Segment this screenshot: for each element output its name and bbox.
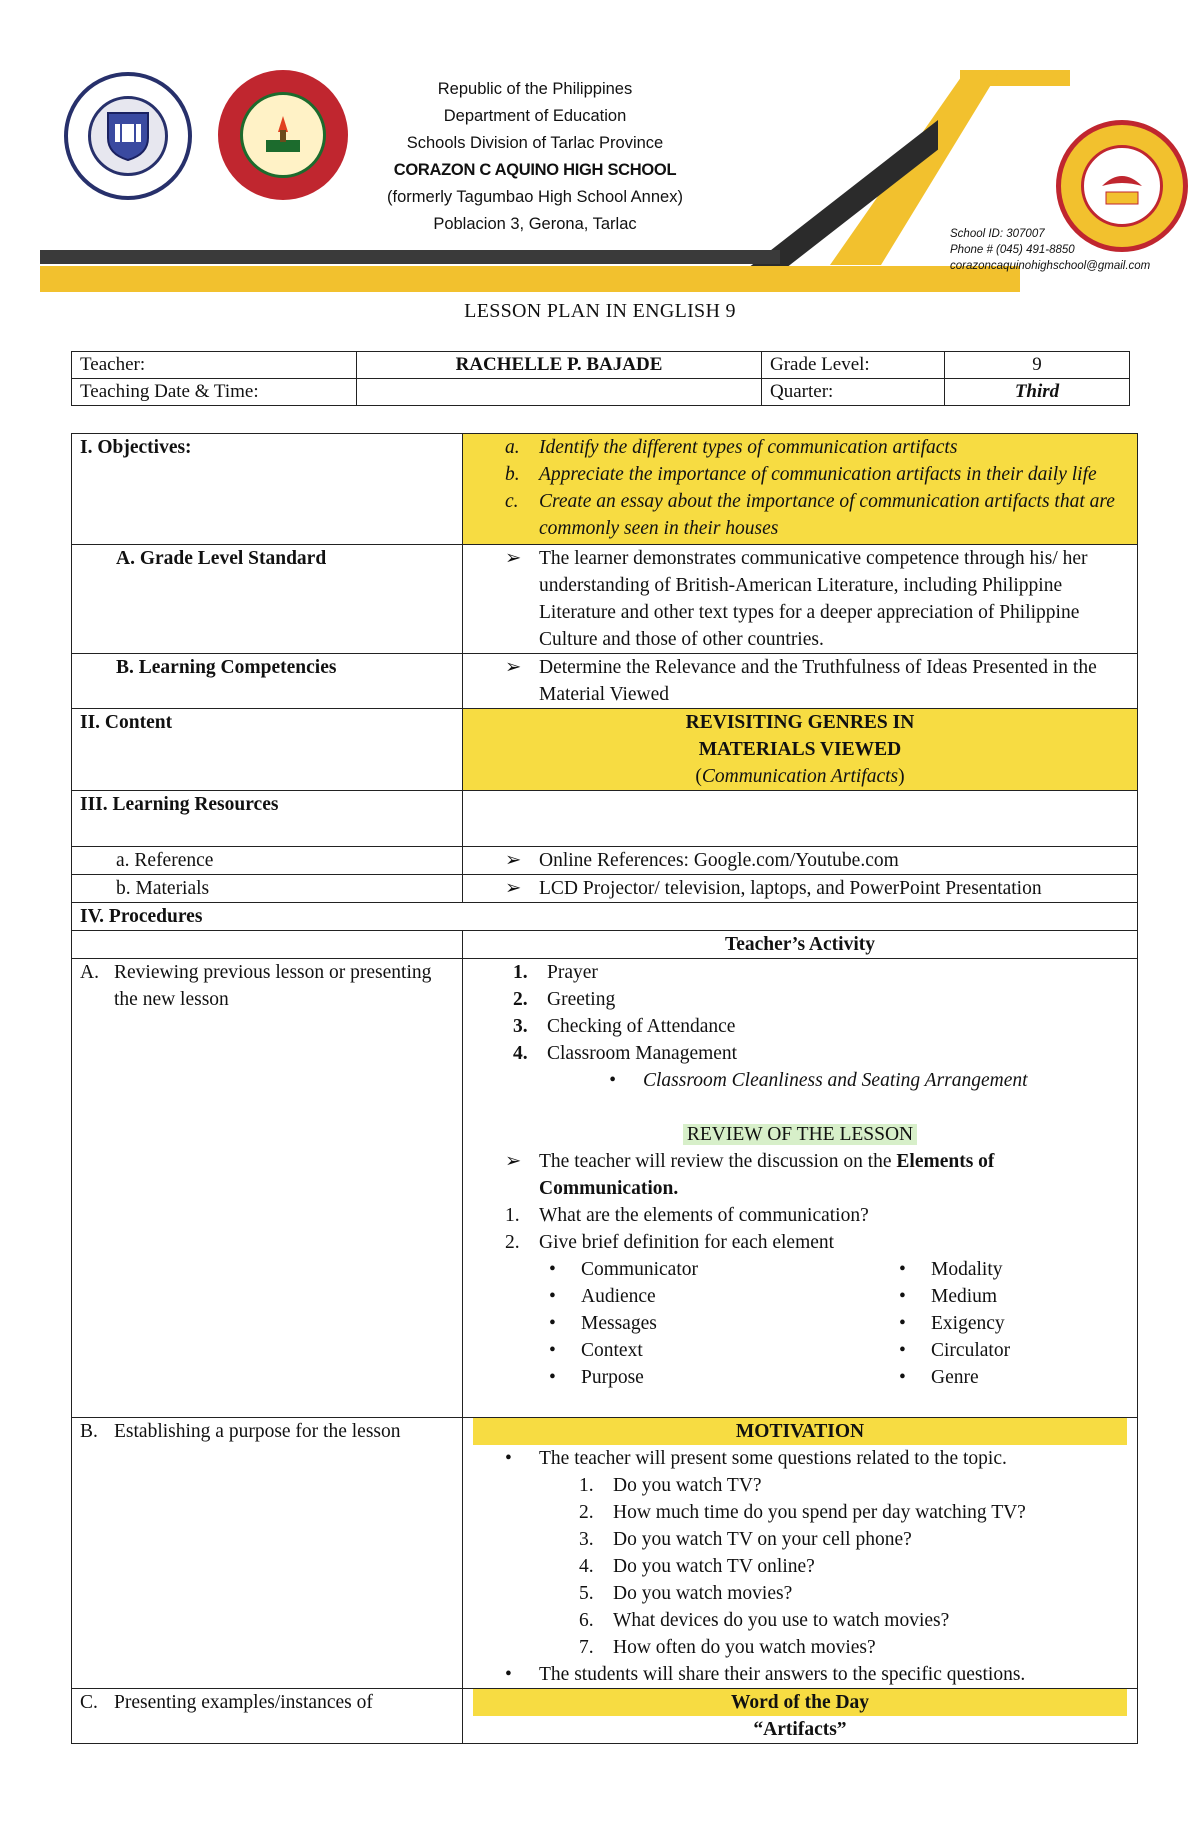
list-item: • Modality (899, 1256, 1010, 1283)
grade-level-standard: ➢ The learner demonstrates communicative competence through his/ her understanding of British-American Literature, including Philippine Literature and other text types for a deeper appreciation of Philippine Culture and those of other countries. (463, 545, 1138, 654)
list-item: 2. Greeting (513, 989, 616, 1010)
list-item: 4. Do you watch TV online? (579, 1556, 815, 1577)
list-item: 5. Do you watch movies? (579, 1583, 793, 1604)
reference-label: a. Reference (72, 847, 463, 875)
list-item: a. Identify the different types of communication artifacts (505, 437, 958, 458)
arrow-bullet-icon (505, 654, 539, 708)
bullet-icon (505, 1445, 539, 1472)
list-item: 2. How much time do you spend per day watching TV? (579, 1502, 1026, 1523)
procedure-c-label: C. Presenting examples/instances of (72, 1689, 463, 1744)
list-item: • Messages (549, 1310, 899, 1337)
word-of-the-day-title: Word of the Day (473, 1689, 1127, 1716)
list-item: 4. Classroom Management (513, 1043, 738, 1064)
objectives-list (463, 434, 1138, 545)
procedure-b-text: Establishing a purpose for the lesson (114, 1421, 401, 1442)
school-header (365, 76, 705, 238)
page-title: LESSON PLAN IN ENGLISH 9 (464, 300, 736, 322)
list-item: • Audience (549, 1283, 899, 1310)
list-item: c. Create an essay about the importance of communication artifacts that are commonly seen in their houses (505, 491, 1115, 539)
list-item: • Medium (899, 1283, 1010, 1310)
content-label: II. Content (72, 709, 463, 791)
procedure-b-content: MOTIVATION • The teacher will present some questions related to the topic. 1. Do you watch TV? 2. How much time do you spend per day watching TV? 3. Do you watch TV on your cell phone? 4. Do you watch TV online? 5. Do you watch movies? 6. What devices do you use to watch movies? 7. How often do you watch movies? • The students will share their answers to the specific questions. (463, 1418, 1138, 1689)
arrow-bullet-icon (505, 1148, 539, 1202)
school-name: CORAZON C AQUINO HIGH SCHOOL (393, 161, 677, 179)
list-item: 3. Checking of Attendance (513, 1016, 736, 1037)
deped-seal-icon (64, 72, 192, 200)
procedure-a-label: A. Reviewing previous lesson or presenting the new lesson (72, 959, 463, 1418)
header-band-yellow (40, 266, 1020, 292)
content-topic: REVISITING GENRES IN MATERIALS VIEWED (Communication Artifacts) (463, 709, 1138, 791)
list-item: • Context (549, 1337, 899, 1364)
school-id: School ID: 307007 (950, 228, 1045, 240)
list-item: 3. Do you watch TV on your cell phone? (579, 1529, 912, 1550)
motivation-title: MOTIVATION (473, 1418, 1127, 1445)
school-address: Poblacion 3, Gerona, Tarlac (433, 215, 637, 233)
date-label: Teaching Date & Time: (72, 379, 357, 406)
list-item: • Communicator (549, 1256, 899, 1283)
procedure-a-text: Reviewing previous lesson or presenting the new lesson (114, 962, 432, 1010)
arrow-bullet-icon (505, 875, 539, 902)
table-row (72, 875, 1138, 903)
teacher-value: RACHELLE P. BAJADE (357, 352, 762, 379)
grade-label: Grade Level: (762, 352, 945, 379)
materials-label: b. Materials (72, 875, 463, 903)
learning-competencies: ➢ Determine the Relevance and the Truthfulness of Ideas Presented in the Material Viewed (463, 654, 1138, 709)
list-item: • Genre (899, 1364, 1010, 1391)
table-row (72, 791, 1138, 847)
learning-resources-label: III. Learning Resources (72, 791, 463, 847)
list-item: b. Appreciate the importance of communication artifacts in their daily life (505, 464, 1097, 485)
school-email: corazoncaquinohighschool@gmail.com (950, 260, 1151, 272)
table-row (72, 434, 1138, 545)
lesson-plan-table (71, 433, 1138, 1744)
header-republic: Republic of the Philippines (437, 80, 633, 98)
table-row (72, 1689, 1138, 1744)
table-row (72, 931, 1138, 959)
table-row (72, 545, 1138, 654)
arrow-bullet-icon (505, 545, 539, 653)
quarter-value: Third (945, 379, 1130, 406)
elements-list (469, 1256, 1131, 1391)
procedure-c-text: Presenting examples/instances of (114, 1692, 373, 1713)
list-item: 2. Give brief definition for each element (505, 1232, 835, 1253)
materials: ➢ LCD Projector/ television, laptops, and PowerPoint Presentation (463, 875, 1138, 903)
teacher-activity-header: Teacher’s Activity (463, 931, 1138, 959)
list-item: • Circulator (899, 1337, 1010, 1364)
procedure-c-content (463, 1689, 1138, 1744)
objectives-label: I. Objectives: (72, 434, 463, 545)
table-row (72, 709, 1138, 791)
table-row (72, 959, 1138, 1418)
school-former-name: (formerly Tagumbao High School Annex) (387, 188, 683, 206)
arrow-bullet-icon (505, 847, 539, 874)
grade-value: 9 (945, 352, 1130, 379)
division-seal-icon (218, 70, 348, 200)
list-item: 1. What are the elements of communication? (505, 1205, 869, 1226)
grade-level-standard-label: A. Grade Level Standard (72, 545, 463, 654)
school-phone: Phone # (045) 491-8850 (950, 244, 1075, 256)
learning-competencies-label: B. Learning Competencies (72, 654, 463, 709)
date-value (357, 379, 762, 406)
table-row (72, 847, 1138, 875)
header-band-dark (40, 250, 780, 264)
procedure-a-content: 1. Prayer 2. Greeting 3. Checking of Attendance 4. Classroom Management • Classroom Cleanliness and Seating Arrangement REVIEW OF THE LESSON ➢ The teacher will review the discussion on the Elements of Communication. 1. What are the elements of communication? 2. Give brief definition for each element • Communicator • Audience • Messages • Context • Purpose • Modality • Medium • Exigency • Circulator • Genre (463, 959, 1138, 1418)
list-item: • Purpose (549, 1364, 899, 1391)
bullet-icon (609, 1067, 643, 1094)
teacher-label: Teacher: (72, 352, 357, 379)
header-division: Schools Division of Tarlac Province (406, 134, 664, 152)
reference: ➢ Online References: Google.com/Youtube.com (463, 847, 1138, 875)
list-item: 7. How often do you watch movies? (579, 1637, 876, 1658)
list-item: 1. Do you watch TV? (579, 1475, 762, 1496)
procedures-label: IV. Procedures (72, 903, 1138, 931)
table-row (72, 903, 1138, 931)
quarter-label: Quarter: (762, 379, 945, 406)
list-item: 1. Prayer (513, 962, 598, 983)
word-of-the-day-value: “Artifacts” (753, 1719, 847, 1740)
bullet-icon (505, 1661, 539, 1688)
table-row (72, 379, 1130, 406)
list-item: • Classroom Cleanliness and Seating Arrangement (469, 1067, 1131, 1094)
table-row (72, 352, 1130, 379)
list-item: • Exigency (899, 1310, 1010, 1337)
header-department: Department of Education (443, 107, 627, 125)
table-row (72, 1418, 1138, 1689)
teacher-info-table (71, 351, 1130, 406)
review-title: REVIEW OF THE LESSON (683, 1124, 917, 1145)
procedure-b-label: B. Establishing a purpose for the lesson (72, 1418, 463, 1689)
table-row (72, 654, 1138, 709)
list-item: 6. What devices do you use to watch movies? (579, 1610, 950, 1631)
school-contact (950, 226, 1150, 274)
